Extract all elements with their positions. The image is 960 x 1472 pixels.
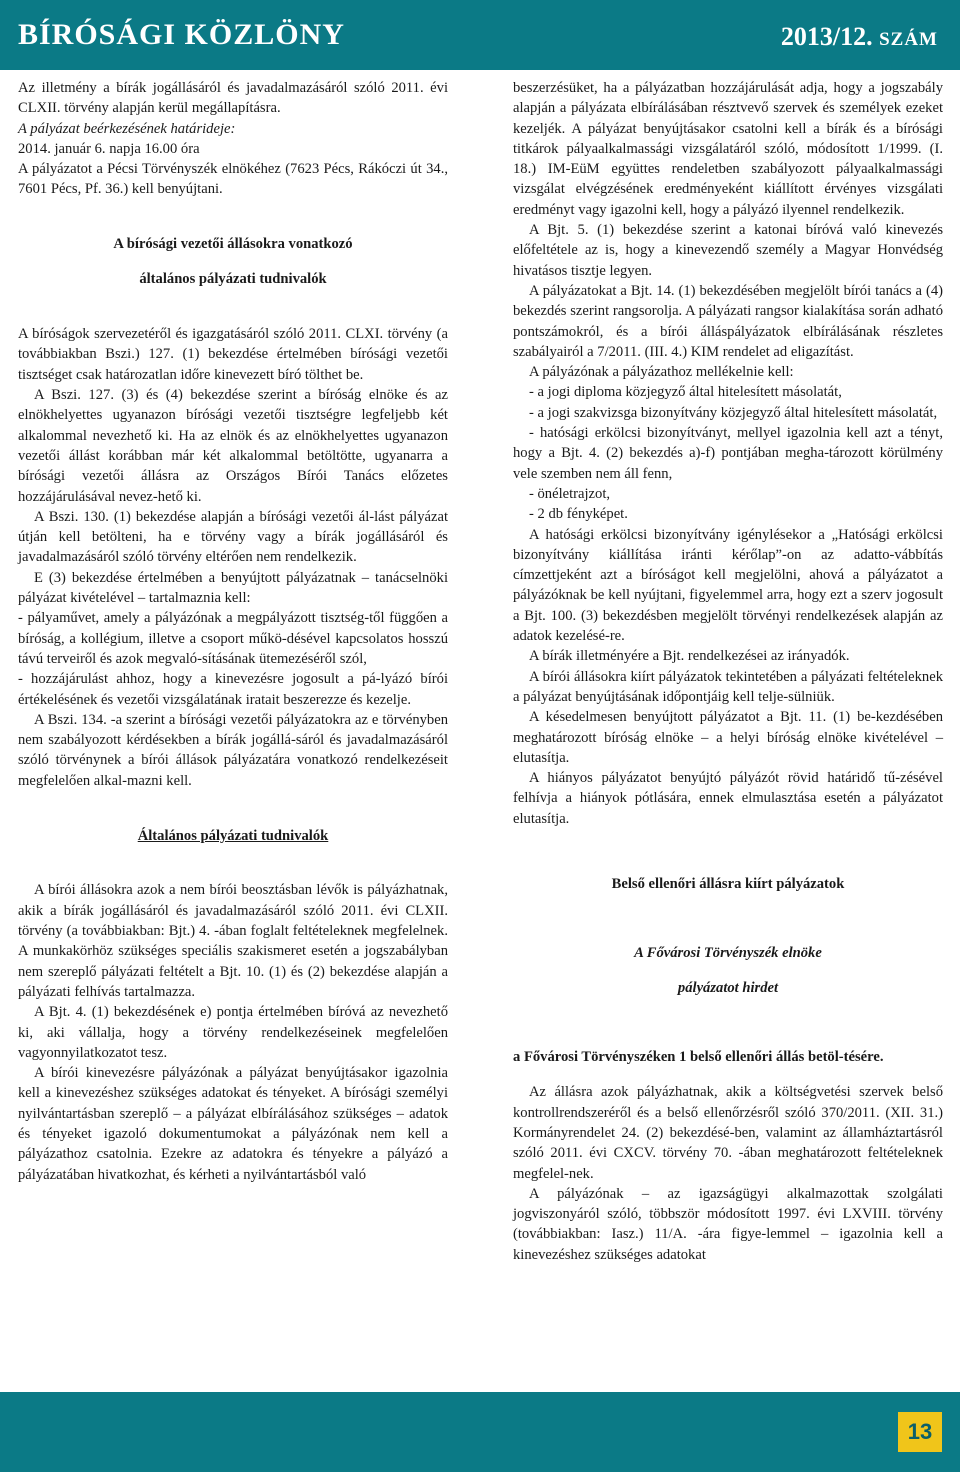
paragraph: Az állásra azok pályázhatnak, akik a költségvetési szervek belső kontrollrendszeréről és a belső ellenőrzésről szóló 370/2011. (XII. 31.) Kormányrendelet 24. (2) bekezdésé-ben, valamint az államháztartásról szóló 2011. évi CXCV. törvény 70. -ában meghatározott feltételeknek megfelel-nek. bbox=[513, 1084, 943, 1182]
deadline-label: A pályázat beérkezésének határideje: bbox=[18, 120, 236, 137]
paragraph: A Bjt. 5. (1) bekezdése szerint a katonai bíróvá való kinevezés előfeltétele az is, hogy a kinevezendő személy a Magyar Honvédség hivatásos tisztje legyen. bbox=[513, 222, 943, 279]
paragraph: A pályázónak a pályázathoz mellékelnie kell: bbox=[529, 364, 794, 381]
paragraph: A Bszi. 134. -a szerint a bírósági vezetői pályázatokra az e törvényben nem szabályozott kérdésekben a bírák jogállá-sáról és javadalmazásáról szóló törvénynek a bírói állások pályázatára vonatkozó rendelkezéseit megfelelően alkal-mazni kell. bbox=[18, 711, 448, 789]
issue-number-value: 2013/12. bbox=[780, 22, 873, 51]
page-header bbox=[0, 0, 960, 70]
spacer bbox=[18, 304, 448, 324]
paragraph: A pályázatot a Pécsi Törvényszék elnökéhez (7623 Pécs, Rákóczi út 34., 7601 Pécs, Pf. 36.) kell benyújtani. bbox=[18, 161, 448, 198]
list-item: - hatósági erkölcsi bizonyítványt, mellyel igazolnia kell azt a tényt, hogy a Bjt. 4. (2) bekezdés a)-f) pontjában megha-tározott körülmény vele szemben nem áll fenn, bbox=[513, 425, 943, 482]
spacer bbox=[513, 1013, 943, 1033]
page-footer bbox=[0, 1392, 960, 1472]
page-number: 13 bbox=[898, 1412, 942, 1452]
paragraph: A bírói állásokra azok a nem bírói beosztásban lévők is pályázhatnak, akik a bírák jogállásáról és javadalmazásáról szóló 2011. évi CLXII. törvény (a továbbiakban: Bjt.) 4. -ában foglalt feltételeknek megfelelnek. A munkakörhöz szükséges speciális szakismeret esetén a jogszabályban nem szereplő pályázati feltételt a Bjt. 10. (1) és (2) bekezdése alapján a pályázati felhívás tartalmazza. bbox=[18, 882, 448, 1000]
paragraph: Az illetmény a bírák jogállásáról és javadalmazásáról szóló 2011. évi CLXII. törvény alapján kerül megállapításra. bbox=[18, 80, 448, 117]
paragraph: A bírói kinevezésre pályázónak a pályázat benyújtásakor igazolnia kell a kinevezéshez szükséges adatokat és tényeket. A bírósági személyi nyilvántartásban szereplő – a pályázat elbírálásához szükséges – adatok és tényeket igazoló dokumentumokat a pályázónak nem kell a pályázathoz csatolnia. Ezekre az adatokra és tényekre a pályázó a pályázatában hivatkozhat, és kérheti a nyilvántartásból való bbox=[18, 1065, 448, 1183]
section-heading: Belső ellenőri állásra kiírt pályázatok bbox=[611, 875, 845, 892]
paragraph: A hatósági erkölcsi bizonyítvány igénylésekor a „Hatósági erkölcsi bizonyítvány kiállítása iránti kérőlap”-on az adatto-vábbítás címzettjeként azt a bíróságot kell megjelölni, ahová a pályázatot a pályázóknak be kell nyújtani, figyelemmel arra, hogy ezt a szerv jogosult a Bjt. 100. (3) bekezdésben megjelölt törvényi rendelkezések alapján az adatok kezelésé-re. bbox=[513, 526, 943, 645]
list-item: - 2 db fényképet. bbox=[529, 506, 628, 523]
spacer bbox=[18, 791, 448, 811]
paragraph: A Bszi. 127. (3) és (4) bekezdése szerint a bíróság elnöke és az elnökhelyettes ugyanazon bírósági vezetői tisztségre legfeljebb két alkalommal nevezhető ki. Ha az elnök és az elnökhelyettes ugyanazon vezetői állást korábban már két alkalommal betöltötte, ugyanarra a bírósági vezetői állásra az Országos Bírói Tanács előzetes hozzájárulásával nevez-hető ki. bbox=[18, 387, 448, 505]
paragraph: A késedelmesen benyújtott pályázatot a Bjt. 11. (1) be-kezdésében meghatározott bíróság elnöke – a helyi bíróság elnöke kivételével – elutasítja. bbox=[513, 709, 943, 766]
paragraph: A Bszi. 130. (1) bekezdése alapján a bírósági vezetői ál-lást pályázat útján kell betölteni, ha e törvény vagy a bírák jogállásáról és javadalmazásáról szóló törvény eltérően nem rendelkezik. bbox=[18, 508, 448, 566]
issue-number bbox=[781, 22, 938, 52]
list-item: - a jogi diploma közjegyző által hitelesített másolatát, bbox=[529, 384, 842, 401]
spacer bbox=[18, 200, 448, 220]
paragraph: E (3) bekezdése értelmében a benyújtott pályázatnak – tanácselnöki pályázat kivételével – tartalmaznia kell: bbox=[18, 569, 448, 607]
announcer-heading: pályázatot hirdet bbox=[677, 979, 779, 996]
paragraph: A Bjt. 4. (1) bekezdésének e) pontja értelmében bíróvá az nevezhető ki, aki vállalja, hogy a törvény rendelkezéseinek megfelelően vagyonnyilatkozatot tesz. bbox=[18, 1004, 448, 1061]
paragraph: A pályázónak – az igazságügyi alkalmazottak szolgálati jogviszonyáról szóló, többször módosított 1997. évi LXVIII. törvény (továbbiakban: Iasz.) 11/A. -ára figye-lemmel – igazolnia kell a kinevezéshez szükséges adatokat bbox=[513, 1185, 943, 1263]
position-heading: a Fővárosi Törvényszéken 1 belső ellenőri állás betöl-tésére. bbox=[513, 1049, 884, 1066]
section-heading: általános pályázati tudnivalók bbox=[139, 271, 327, 288]
journal-title: BÍRÓSÁGI KÖZLÖNY bbox=[18, 18, 345, 51]
list-item: - pályaművet, amely a pályázónak a megpályázott tisztség-től függően a bíróság, a kollégium, illetve a csoport műkö-désével kapcsolatos hosszú távú terveiről és azok megvaló-sításának ütemezéséről szól, bbox=[18, 610, 448, 667]
section-heading: Általános pályázati tudnivalók bbox=[137, 827, 329, 844]
issue-suffix: SZÁM bbox=[879, 29, 938, 50]
paragraph: A hiányos pályázatot benyújtó pályázót rövid határidő tű-zésével felhívja a hiányok pótlására, ennek elmulasztása esetén a pályázatot elutasítja. bbox=[513, 770, 943, 827]
spacer bbox=[18, 860, 448, 880]
paragraph: A bíróságok szervezetéről és igazgatásáról szóló 2011. CLXI. törvény (a továbbiakban Bszi.) 127. (1) bekezdése értelmében bírósági vezetői tisztséget csak határozatlan időre kinevezett bíró tölthet be. bbox=[18, 326, 448, 383]
left-column bbox=[18, 78, 448, 1185]
paragraph: beszerzésüket, ha a pályázatban hozzájárulását adja, hogy a jogszabály alapján a pályázata elbírálásában résztvevő szervek és személyek ezeket kezeljék. A pályázat benyújtásakor csatolni kell a bírák és a bírósági titkárok pályaalkalmassági vizsgálatáról szóló, módosított 1/1999. (I. 18.) IM-EüM együttes rendeletben szabályozott pályaalkalmassági vizsgálat elvégzésének eredményeként kiállított érvényes vizsgálati eredményt vagy igazolni kell, hogy a pályázó ilyennel rendelkezik. bbox=[513, 80, 943, 218]
list-item: - a jogi szakvizsga bizonyítvány közjegyző által hitelesített másolatát, bbox=[529, 404, 938, 421]
list-item: - önéletrajzot, bbox=[529, 485, 611, 502]
paragraph: A bírói állásokra kiírt pályázatok tekintetében a pályázati feltételeknek a pályázat benyújtásának időpontjáig kell telje-sülniük. bbox=[513, 668, 943, 705]
announcer-heading: A Fővárosi Törvényszék elnöke bbox=[634, 945, 822, 962]
spacer bbox=[513, 908, 943, 928]
list-item: - hozzájárulást ahhoz, hogy a kinevezésre jogosult a pá-lyázó bírói értékelésének és vezetői vizsgálatának iratait beszerezze és kezelje. bbox=[18, 671, 448, 708]
paragraph: A pályázatokat a Bjt. 14. (1) bekezdésében megjelölt bírói tanács a (4) bekezdés szerint rangsorolja. A pályázati rangsor kialakítása során adható pontszámokról, és a bírói álláspályázatok elbírálásának részletes szabályairól a 7/2011. (III. 4.) KIM rendelet ad eligazítást. bbox=[513, 282, 943, 360]
spacer bbox=[513, 829, 943, 859]
paragraph: A bírák illetményére a Bjt. rendelkezései az irányadók. bbox=[529, 648, 850, 665]
deadline-date: 2014. január 6. napja 16.00 óra bbox=[18, 140, 200, 157]
section-heading: A bírósági vezetői állásokra vonatkozó bbox=[113, 236, 353, 253]
right-column bbox=[513, 78, 943, 1265]
